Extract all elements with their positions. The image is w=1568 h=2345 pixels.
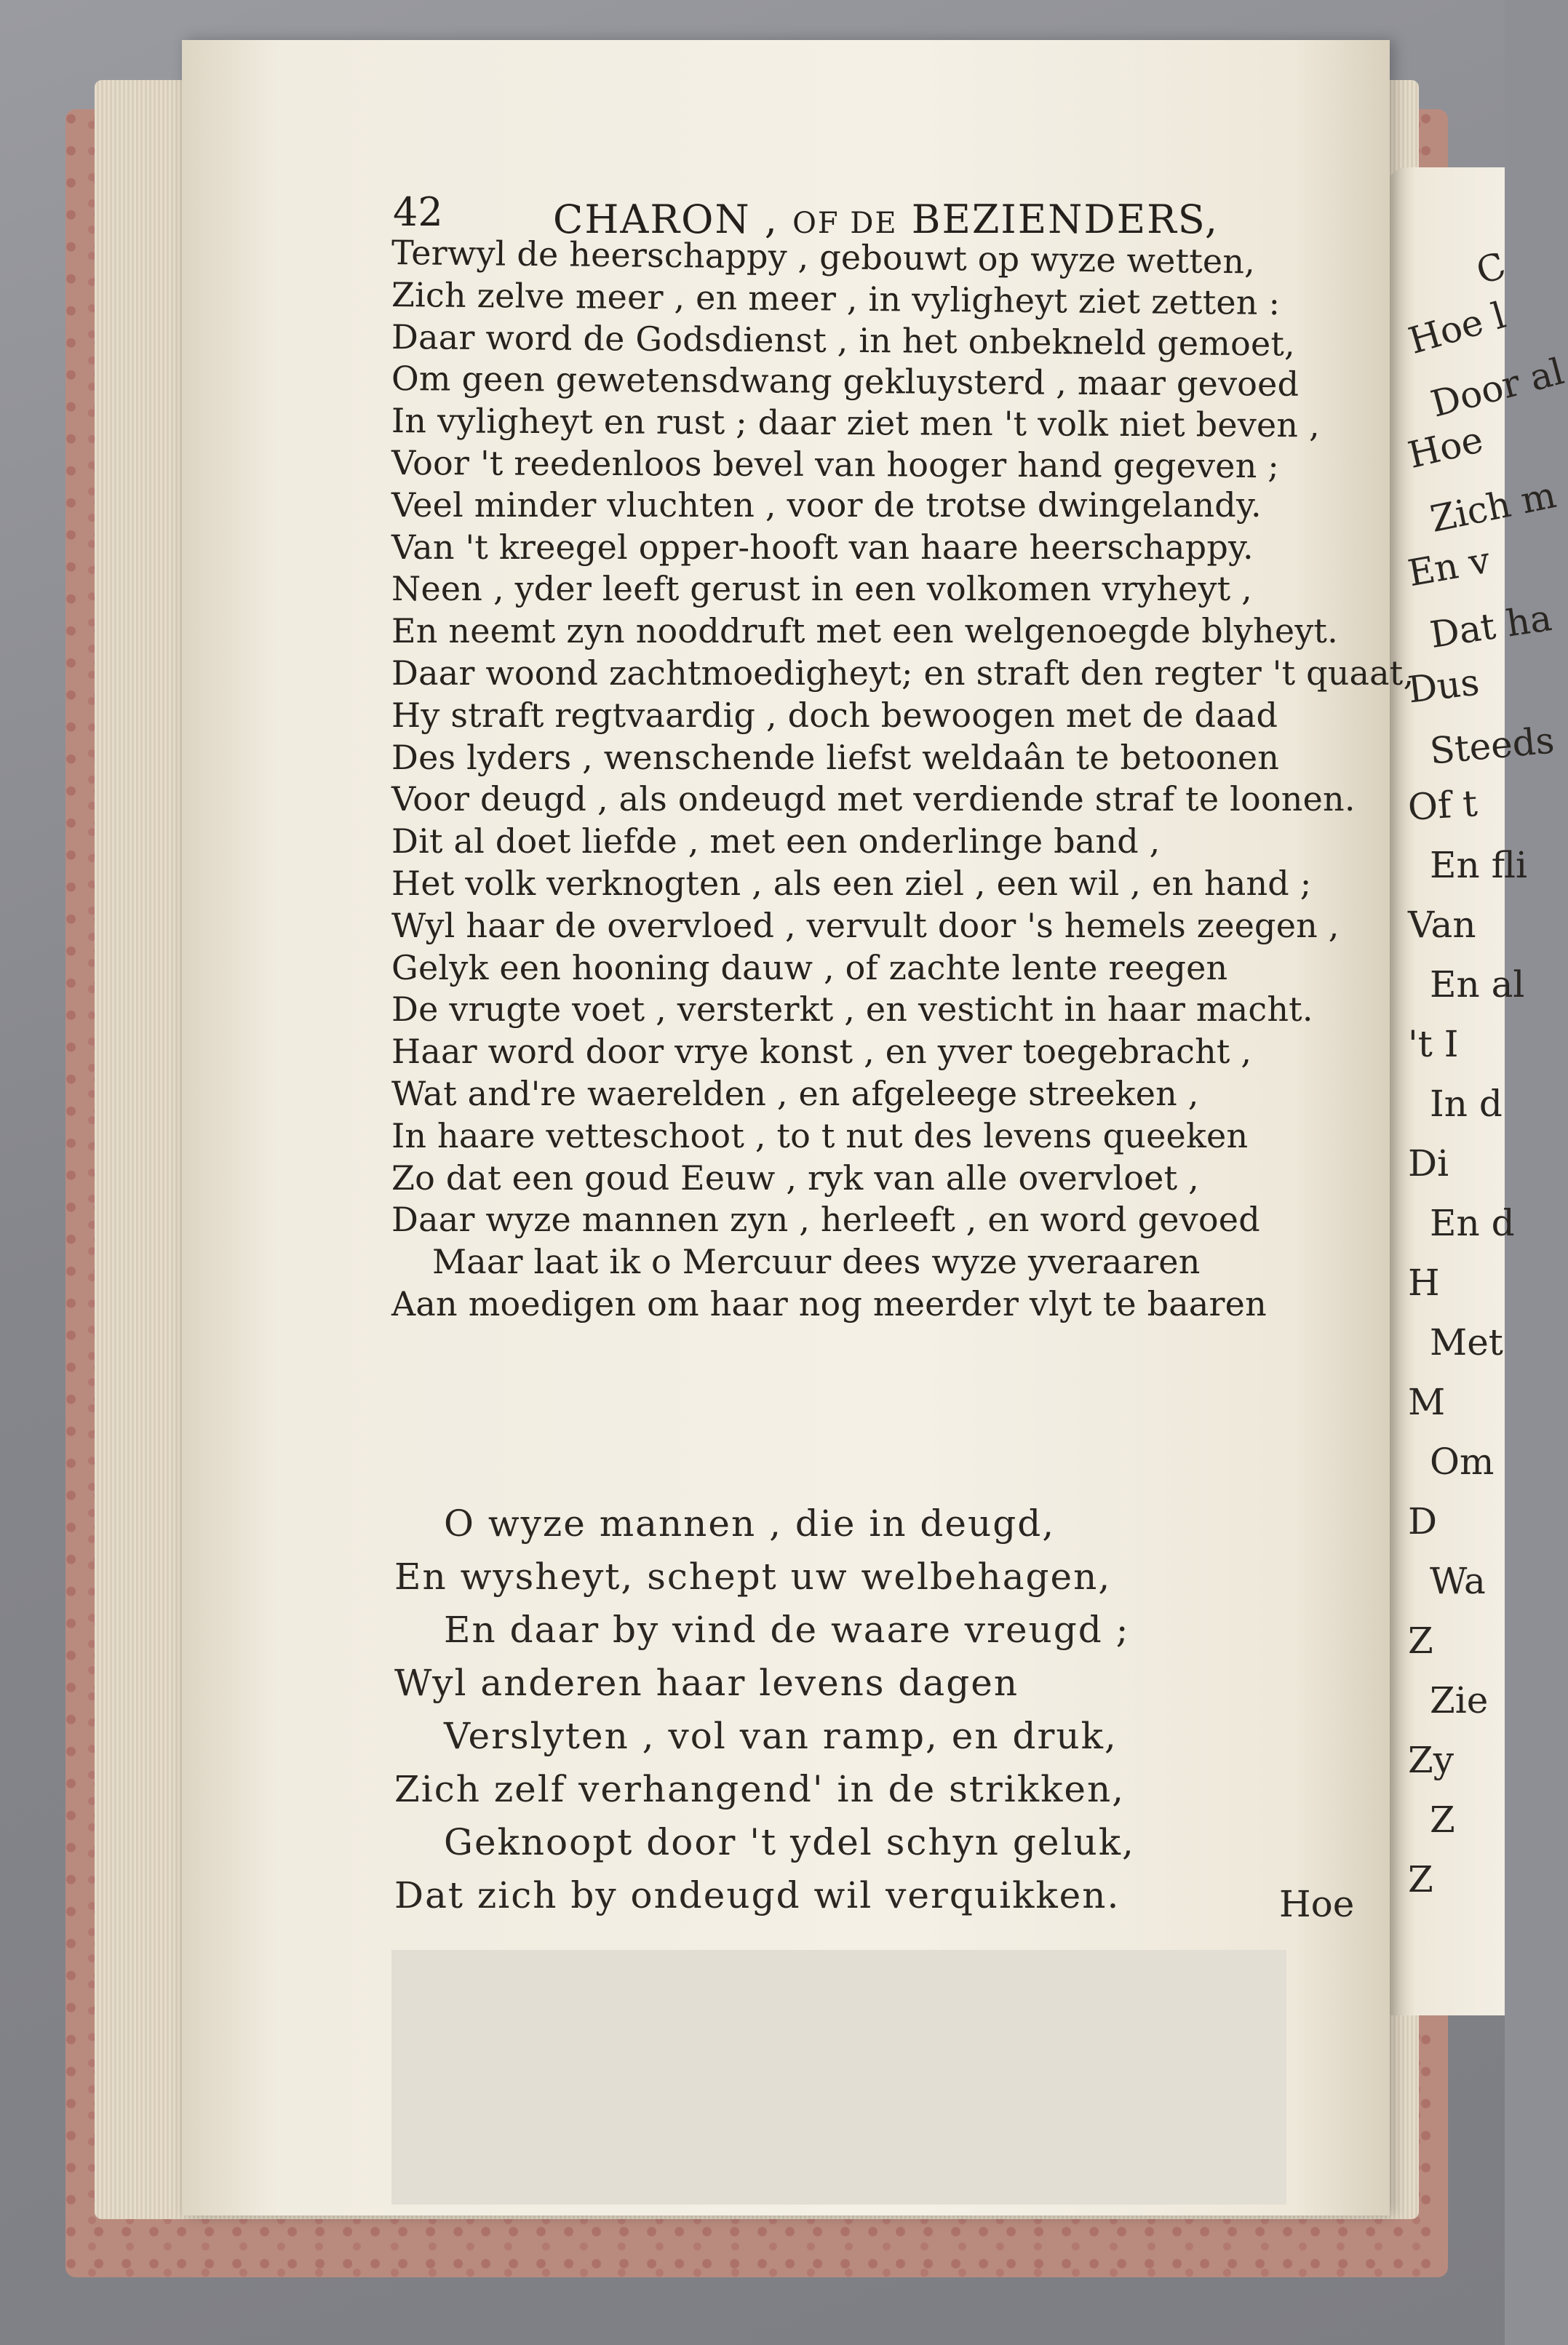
text-line: Voor 't reedenloos bevel van hooger hand gegeven ;	[391, 443, 1280, 486]
facing-page-line: C	[1471, 244, 1511, 293]
facing-page-line: Door al	[1426, 350, 1568, 426]
facing-page-line: En fli	[1430, 844, 1527, 886]
poem-line: Verslyten , vol van ramp, en druk,	[444, 1715, 1118, 1757]
text-line: Wyl haar de overvloed , vervult door 's hemels zeegen ,	[391, 905, 1340, 945]
facing-page-line: Zie	[1430, 1679, 1489, 1721]
facing-page-line: Zich m	[1426, 474, 1560, 541]
text-line: In haare vetteschoot , to t nut des levens queeken	[391, 1115, 1249, 1155]
text-line: Veel minder vluchten , voor de trotse dwingelandy.	[391, 485, 1262, 525]
text-line: Zich zelve meer , en meer , in vyligheyt ziet zetten :	[391, 274, 1281, 322]
text-line: Hy straft regtvaardig , doch bewoogen met de daad	[391, 695, 1278, 735]
facing-page-line: Hoe l	[1404, 294, 1511, 362]
poem-line: Zich zelf verhangend' in de strikken,	[394, 1768, 1126, 1810]
page-number: 42	[393, 189, 443, 235]
text-line: Daar wyze mannen zyn , herleeft , en word gevoed	[391, 1200, 1260, 1240]
text-line: Dit al doet liefde , met een onderlinge band ,	[391, 821, 1161, 861]
facing-page-line: Wa	[1430, 1560, 1486, 1602]
facing-page-line: Van	[1408, 904, 1476, 946]
facing-page-line: En v	[1404, 538, 1494, 595]
facing-page-line: Met	[1430, 1321, 1503, 1363]
text-line: Des lyders , wenschende liefst weldaân te betoonen	[391, 737, 1280, 777]
text-line: Maar laat ik o Mercuur dees wyze yveraaren	[432, 1242, 1201, 1282]
facing-page-line: Z	[1430, 1799, 1455, 1841]
facing-page-line: Z	[1408, 1620, 1433, 1662]
poem-line: Dat zich by ondeugd wil verquikken.	[394, 1874, 1121, 1916]
redacted-area	[391, 1950, 1286, 2205]
facing-page-line: In d	[1430, 1083, 1503, 1125]
facing-page-line: Dus	[1405, 661, 1482, 712]
text-line: Zo dat een goud Eeuw , ryk van alle overvloet ,	[391, 1158, 1199, 1198]
catchword: Hoe	[1279, 1883, 1355, 1925]
text-line: Van 't kreegel opper-hooft van haare heerschappy.	[391, 527, 1254, 567]
text-line: Neen , yder leeft gerust in een volkomen vryheyt ,	[391, 569, 1252, 609]
poem-line: En wysheyt, schept uw welbehagen,	[394, 1556, 1112, 1598]
text-line: Voor deugd , als ondeugd met verdiende straf te loonen.	[391, 779, 1356, 819]
text-line: De vrugte voet , versterkt , en vesticht in haar macht.	[391, 990, 1313, 1030]
title-small: OF DE	[792, 207, 898, 240]
facing-page-line: En d	[1430, 1202, 1515, 1244]
facing-page-line: Z	[1408, 1858, 1433, 1900]
text-line: In vyligheyt en rust ; daar ziet men 't volk niet beven ,	[391, 401, 1320, 445]
facing-page-line: Steeds	[1428, 719, 1556, 773]
poem-line: En daar by vind de waare vreugd ;	[444, 1609, 1130, 1651]
text-line: Om geen gewetensdwang gekluysterd , maar gevoed	[391, 359, 1300, 405]
facing-page-line: Di	[1408, 1142, 1449, 1185]
text-line: Gelyk een hooning dauw , of zachte lente reegen	[391, 947, 1228, 987]
facing-page-line: D	[1408, 1500, 1438, 1542]
facing-page	[1386, 167, 1568, 2015]
facing-page-line: Zy	[1408, 1739, 1454, 1781]
facing-page-line: Hoe	[1404, 418, 1487, 477]
text-line: Daar word de Godsdienst , in het onbekneld gemoet,	[391, 316, 1296, 364]
title-main: CHARON ,	[553, 196, 779, 242]
title-end: BEZIENDERS,	[911, 196, 1219, 242]
poem-line: Wyl anderen haar levens dagen	[394, 1662, 1019, 1704]
text-line: Terwyl de heerschappy , gebouwt op wyze wetten,	[391, 233, 1256, 282]
facing-page-line: H	[1408, 1262, 1440, 1304]
text-line: Wat and're waerelden , en afgeleege streeken ,	[391, 1074, 1199, 1113]
facing-page-line: Of t	[1406, 782, 1479, 829]
text-line: Het volk verknogten , als een ziel , een wil , en hand ;	[391, 864, 1312, 903]
facing-page-line: En al	[1430, 963, 1525, 1006]
poem-line: O wyze mannen , die in deugd,	[444, 1502, 1056, 1545]
facing-page-line: 't I	[1408, 1023, 1459, 1065]
facing-page-line: Om	[1430, 1441, 1495, 1483]
facing-page-line: M	[1408, 1381, 1446, 1423]
poem-line: Geknoopt door 't ydel schyn geluk,	[444, 1821, 1135, 1863]
text-line: Daar woond zachtmoedigheyt; en straft den regter 't quaat,	[391, 653, 1414, 693]
facing-page-line: Dat ha	[1427, 597, 1555, 656]
text-line: Aan moedigen om haar nog meerder vlyt te baaren	[391, 1284, 1267, 1323]
text-line: En neemt zyn nooddruft met een welgenoegde blyheyt.	[391, 611, 1338, 651]
text-line: Haar word door vrye konst , en yver toegebracht ,	[391, 1032, 1252, 1072]
